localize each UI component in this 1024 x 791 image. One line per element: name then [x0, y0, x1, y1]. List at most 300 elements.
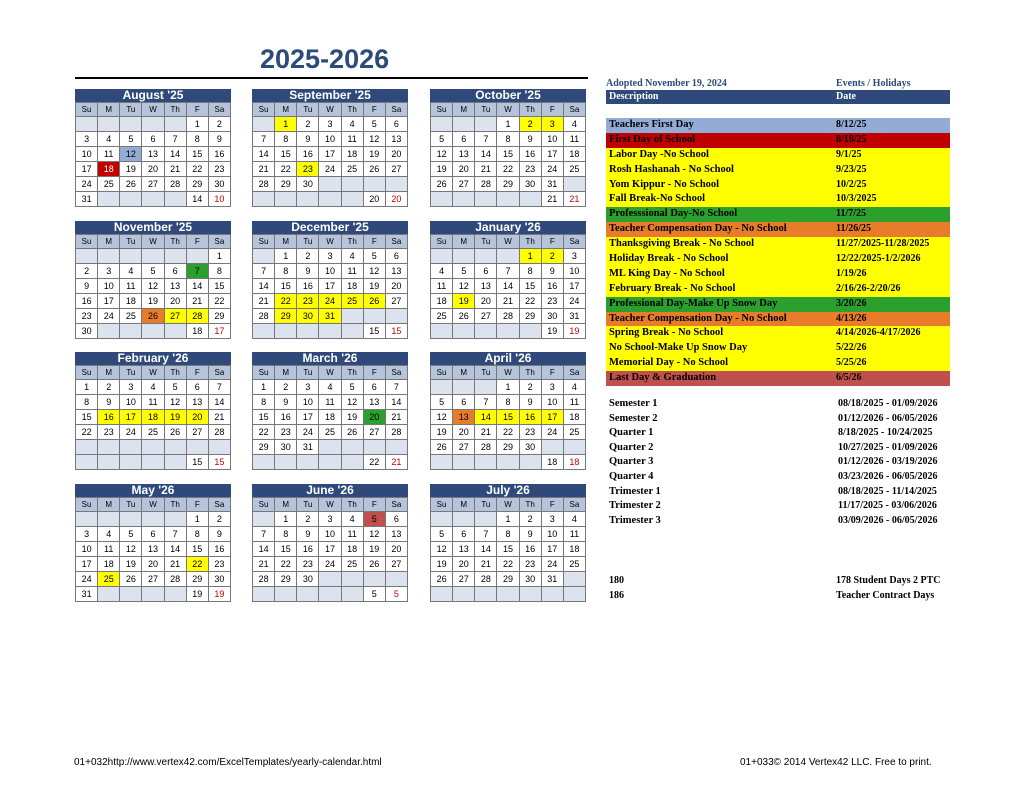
day-cell: 12 — [120, 542, 142, 557]
event-description: Professional Day-Make Up Snow Day — [609, 297, 778, 309]
weekday-label: F — [187, 498, 209, 512]
day-cell: 10 — [297, 395, 319, 410]
day-cell: 24 — [76, 572, 98, 587]
event-row — [606, 133, 950, 148]
day-cell: 3 — [319, 249, 341, 264]
day-cell: 3 — [98, 264, 120, 279]
day-cell: 29 — [275, 177, 297, 192]
day-cell: 18 — [98, 557, 120, 572]
empty-day — [520, 192, 542, 207]
day-cell: 24 — [542, 162, 564, 177]
day-cell: 12 — [431, 147, 453, 162]
weekday-label: F — [542, 235, 564, 249]
day-cell: 17 — [542, 410, 564, 425]
total-number: 180 — [609, 575, 624, 586]
day-cell: 30 — [297, 177, 319, 192]
term-dates: 8/18/2025 - 10/24/2025 — [838, 427, 933, 439]
weekday-label: Th — [342, 235, 364, 249]
empty-day — [319, 440, 341, 455]
weekday-label: Sa — [564, 103, 586, 117]
empty-day — [165, 455, 187, 470]
weekday-label: Su — [431, 498, 453, 512]
empty-day — [431, 380, 453, 395]
day-cell: 25 — [564, 162, 586, 177]
empty-day — [253, 455, 275, 470]
weekday-label: W — [142, 103, 164, 117]
day-cell: 5 — [342, 380, 364, 395]
empty-day — [142, 512, 164, 527]
event-description: Thanksgiving Break - No School — [609, 238, 755, 250]
month-title: April '26 — [430, 352, 586, 365]
day-cell: 14 — [475, 410, 497, 425]
month-title: January '26 — [430, 221, 586, 234]
day-cell: 16 — [297, 542, 319, 557]
day-cell: 15 — [275, 279, 297, 294]
term-dates: 01/12/2026 - 06/05/2026 — [838, 412, 938, 424]
empty-day — [275, 455, 297, 470]
day-cell: 7 — [187, 264, 209, 279]
term-row — [606, 426, 950, 441]
month-title: June '26 — [252, 484, 408, 497]
term-dates: 08/18/2025 - 01/09/2026 — [838, 398, 938, 409]
weekday-label: Sa — [386, 235, 408, 249]
day-cell: 13 — [364, 395, 386, 410]
event-description: ML King Day - No School — [609, 267, 725, 279]
day-cell: 13 — [453, 542, 475, 557]
empty-day — [76, 249, 98, 264]
empty-day — [275, 587, 297, 602]
empty-day — [520, 455, 542, 470]
weekday-label: Sa — [386, 498, 408, 512]
day-cell: 17 — [542, 542, 564, 557]
day-cell: 23 — [520, 557, 542, 572]
empty-day — [253, 324, 275, 339]
empty-day — [431, 117, 453, 132]
day-cell: 31 — [76, 587, 98, 602]
month-title: December '25 — [252, 221, 408, 234]
day-cell: 15 — [275, 147, 297, 162]
empty-day — [319, 587, 341, 602]
month-calendar — [75, 484, 231, 602]
event-date: 11/26/25 — [836, 223, 872, 235]
empty-day — [431, 249, 453, 264]
event-description: Rosh Hashanah - No School — [609, 163, 734, 175]
day-cell: 16 — [297, 147, 319, 162]
term-row — [606, 499, 950, 514]
events-header — [606, 90, 950, 104]
day-cell: 28 — [475, 177, 497, 192]
day-cell: 27 — [386, 294, 408, 309]
month-calendar — [430, 484, 586, 602]
day-cell: 17 — [297, 410, 319, 425]
day-cell: 6 — [165, 264, 187, 279]
day-cell: 26 — [431, 572, 453, 587]
day-cell: 7 — [165, 132, 187, 147]
day-cell: 20 — [475, 294, 497, 309]
empty-day — [475, 512, 497, 527]
event-row — [606, 267, 950, 282]
day-cell: 21 — [253, 162, 275, 177]
weekday-label: M — [98, 498, 120, 512]
day-cell: 25 — [98, 572, 120, 587]
weekday-label: M — [453, 498, 475, 512]
day-cell: 4 — [319, 380, 341, 395]
total-days: 19 — [542, 324, 564, 339]
weekday-label: M — [275, 366, 297, 380]
day-cell: 6 — [475, 264, 497, 279]
day-cell: 20 — [453, 557, 475, 572]
day-cell: 27 — [453, 177, 475, 192]
day-cell: 27 — [187, 425, 209, 440]
day-cell: 15 — [275, 542, 297, 557]
weekday-label: M — [275, 235, 297, 249]
day-cell: 26 — [120, 177, 142, 192]
empty-day — [453, 192, 475, 207]
day-cell: 27 — [386, 557, 408, 572]
day-cell: 6 — [142, 527, 164, 542]
weekday-label: Su — [253, 366, 275, 380]
empty-day — [165, 324, 187, 339]
weekday-label: F — [542, 366, 564, 380]
day-cell: 2 — [520, 380, 542, 395]
empty-day — [319, 192, 341, 207]
empty-day — [297, 455, 319, 470]
day-cell: 13 — [475, 279, 497, 294]
day-cell: 25 — [98, 177, 120, 192]
day-cell: 5 — [364, 117, 386, 132]
day-cell: 31 — [542, 177, 564, 192]
weekday-label: W — [319, 366, 341, 380]
total-label: Teacher Contract Days — [836, 590, 935, 601]
day-cell: 23 — [275, 425, 297, 440]
day-cell: 26 — [431, 440, 453, 455]
event-description: Teachers First Day — [609, 119, 694, 130]
day-cell: 26 — [364, 162, 386, 177]
day-cell: 17 — [319, 147, 341, 162]
day-cell: 22 — [497, 425, 519, 440]
weekday-label: Tu — [297, 366, 319, 380]
day-cell: 28 — [386, 425, 408, 440]
day-cell: 20 — [453, 425, 475, 440]
event-date: 1/19/26 — [836, 267, 867, 279]
event-date: 10/2/25 — [836, 178, 867, 190]
day-cell: 15 — [497, 410, 519, 425]
empty-day — [431, 324, 453, 339]
empty-day — [253, 192, 275, 207]
day-cell: 27 — [142, 572, 164, 587]
day-cell: 23 — [520, 162, 542, 177]
day-cell: 7 — [475, 395, 497, 410]
month-title: May '26 — [75, 484, 231, 497]
day-cell: 3 — [564, 249, 586, 264]
day-cell: 22 — [497, 557, 519, 572]
event-row — [606, 118, 950, 133]
weekday-label: Sa — [209, 235, 231, 249]
empty-day — [342, 309, 364, 324]
weekday-label: Th — [165, 103, 187, 117]
empty-day — [120, 324, 142, 339]
day-cell: 11 — [564, 395, 586, 410]
event-date: 8/18/25 — [836, 133, 867, 145]
day-cell: 15 — [253, 410, 275, 425]
day-cell: 19 — [453, 294, 475, 309]
day-cell: 22 — [187, 557, 209, 572]
day-cell: 10 — [542, 132, 564, 147]
day-cell: 2 — [76, 264, 98, 279]
day-cell: 13 — [453, 147, 475, 162]
event-row — [606, 297, 950, 312]
day-cell: 24 — [319, 162, 341, 177]
day-cell: 13 — [142, 147, 164, 162]
day-cell: 23 — [297, 162, 319, 177]
weekday-label: F — [187, 366, 209, 380]
day-cell: 12 — [431, 410, 453, 425]
weekday-label: W — [319, 103, 341, 117]
term-row — [606, 470, 950, 485]
day-cell: 9 — [297, 264, 319, 279]
month-calendar — [430, 89, 586, 207]
weekday-label: F — [187, 103, 209, 117]
weekday-label: Tu — [120, 366, 142, 380]
day-cell: 9 — [297, 527, 319, 542]
day-cell: 11 — [431, 279, 453, 294]
month-calendar — [252, 484, 408, 602]
event-description: February Break - No School — [609, 282, 736, 294]
empty-day — [319, 324, 341, 339]
day-cell: 3 — [120, 380, 142, 395]
day-cell: 20 — [386, 279, 408, 294]
empty-day — [364, 309, 386, 324]
weekday-label: F — [364, 498, 386, 512]
day-cell: 8 — [187, 132, 209, 147]
weekday-label: Tu — [475, 498, 497, 512]
day-cell: 22 — [275, 557, 297, 572]
day-cell: 20 — [142, 162, 164, 177]
empty-day — [564, 177, 586, 192]
day-cell: 23 — [297, 557, 319, 572]
day-cell: 14 — [187, 279, 209, 294]
day-cell: 24 — [319, 557, 341, 572]
empty-day — [187, 249, 209, 264]
empty-day — [98, 440, 120, 455]
day-cell: 19 — [142, 294, 164, 309]
day-cell: 1 — [275, 117, 297, 132]
day-cell: 8 — [275, 132, 297, 147]
event-row — [606, 341, 950, 356]
day-cell: 24 — [319, 294, 341, 309]
weekday-label: Tu — [120, 498, 142, 512]
empty-day — [497, 192, 519, 207]
day-cell: 26 — [120, 572, 142, 587]
day-cell: 23 — [297, 294, 319, 309]
day-cell: 1 — [275, 249, 297, 264]
day-cell: 5 — [142, 264, 164, 279]
empty-day — [564, 572, 586, 587]
day-cell: 7 — [253, 264, 275, 279]
day-cell: 4 — [431, 264, 453, 279]
day-cell: 24 — [120, 425, 142, 440]
empty-day — [475, 324, 497, 339]
day-cell: 19 — [364, 279, 386, 294]
event-date: 9/1/25 — [836, 148, 862, 160]
day-cell: 11 — [564, 132, 586, 147]
term-row — [606, 441, 950, 456]
day-cell: 24 — [564, 294, 586, 309]
empty-day — [386, 177, 408, 192]
day-cell: 15 — [209, 279, 231, 294]
event-row — [606, 148, 950, 163]
event-date: 12/22/2025-1/2/2026 — [836, 253, 921, 265]
empty-day — [98, 192, 120, 207]
empty-day — [142, 117, 164, 132]
empty-day — [453, 512, 475, 527]
day-cell: 30 — [297, 309, 319, 324]
day-cell: 31 — [297, 440, 319, 455]
day-cell: 21 — [497, 294, 519, 309]
day-cell: 27 — [142, 177, 164, 192]
day-cell: 16 — [98, 410, 120, 425]
day-cell: 8 — [520, 264, 542, 279]
day-cell: 22 — [253, 425, 275, 440]
empty-day — [364, 177, 386, 192]
event-row — [606, 192, 950, 207]
day-cell: 16 — [520, 410, 542, 425]
weekday-label: Tu — [475, 103, 497, 117]
event-row — [606, 326, 950, 341]
month-title: November '25 — [75, 221, 231, 234]
day-cell: 30 — [297, 572, 319, 587]
empty-day — [342, 177, 364, 192]
event-row — [606, 237, 950, 252]
weekday-label: Tu — [475, 366, 497, 380]
empty-day — [120, 512, 142, 527]
empty-day — [253, 117, 275, 132]
day-cell: 10 — [319, 527, 341, 542]
day-cell: 12 — [431, 542, 453, 557]
day-cell: 8 — [76, 395, 98, 410]
empty-day — [98, 324, 120, 339]
empty-day — [187, 440, 209, 455]
empty-day — [142, 192, 164, 207]
day-cell: 4 — [564, 512, 586, 527]
weekday-label: Su — [253, 498, 275, 512]
day-cell: 30 — [520, 572, 542, 587]
day-cell: 25 — [564, 425, 586, 440]
term-row — [606, 485, 950, 500]
weekday-label: M — [98, 103, 120, 117]
title-divider — [75, 77, 588, 79]
day-cell: 30 — [76, 324, 98, 339]
empty-day — [275, 192, 297, 207]
empty-day — [453, 324, 475, 339]
day-cell: 18 — [564, 542, 586, 557]
empty-day — [76, 117, 98, 132]
day-cell: 20 — [142, 557, 164, 572]
day-cell: 2 — [520, 117, 542, 132]
total-days: 20 — [364, 192, 386, 207]
day-cell: 9 — [297, 132, 319, 147]
day-cell: 9 — [209, 527, 231, 542]
empty-day — [319, 455, 341, 470]
day-cell: 17 — [120, 410, 142, 425]
weekday-label: Tu — [297, 498, 319, 512]
day-cell: 21 — [386, 410, 408, 425]
day-cell: 10 — [76, 542, 98, 557]
empty-day — [520, 324, 542, 339]
total-days: 21 — [564, 192, 586, 207]
day-cell: 3 — [76, 527, 98, 542]
weekday-label: W — [319, 235, 341, 249]
term-row — [606, 455, 950, 470]
day-cell: 12 — [453, 279, 475, 294]
day-cell: 19 — [431, 162, 453, 177]
empty-day — [342, 324, 364, 339]
day-cell: 31 — [542, 572, 564, 587]
total-days: 14 — [187, 192, 209, 207]
day-cell: 9 — [520, 132, 542, 147]
day-cell: 30 — [209, 177, 231, 192]
day-cell: 13 — [165, 279, 187, 294]
day-cell: 12 — [364, 264, 386, 279]
day-cell: 19 — [364, 542, 386, 557]
day-cell: 4 — [342, 117, 364, 132]
day-cell: 22 — [187, 162, 209, 177]
weekday-label: Sa — [564, 366, 586, 380]
total-days: 18 — [564, 455, 586, 470]
empty-day — [564, 440, 586, 455]
day-cell: 21 — [253, 557, 275, 572]
day-cell: 1 — [253, 380, 275, 395]
day-cell: 5 — [453, 264, 475, 279]
event-row — [606, 163, 950, 178]
empty-day — [120, 117, 142, 132]
day-cell: 20 — [165, 294, 187, 309]
total-days: 5 — [364, 587, 386, 602]
day-cell: 14 — [209, 395, 231, 410]
day-cell: 14 — [475, 542, 497, 557]
day-cell: 27 — [475, 309, 497, 324]
weekday-label: Sa — [564, 498, 586, 512]
day-cell: 8 — [497, 132, 519, 147]
day-cell: 7 — [253, 527, 275, 542]
weekday-label: W — [497, 498, 519, 512]
event-description: Spring Break - No School — [609, 327, 724, 339]
day-cell: 30 — [209, 572, 231, 587]
weekday-label: M — [275, 498, 297, 512]
total-days: 21 — [542, 192, 564, 207]
day-cell: 16 — [209, 147, 231, 162]
term-name: Trimester 3 — [609, 514, 661, 526]
day-cell: 11 — [564, 527, 586, 542]
empty-day — [275, 324, 297, 339]
day-cell: 14 — [165, 542, 187, 557]
empty-day — [165, 192, 187, 207]
day-cell: 7 — [165, 527, 187, 542]
event-date: 6/5/26 — [836, 372, 862, 384]
empty-day — [76, 455, 98, 470]
day-cell: 28 — [497, 309, 519, 324]
term-dates: 03/23/2026 - 06/05/2026 — [838, 470, 938, 482]
total-days: 21 — [386, 455, 408, 470]
day-cell: 22 — [520, 294, 542, 309]
day-cell: 10 — [120, 395, 142, 410]
month-title: August '25 — [75, 89, 231, 102]
day-cell: 28 — [253, 572, 275, 587]
day-cell: 15 — [497, 542, 519, 557]
weekday-label: F — [187, 235, 209, 249]
term-name: Quarter 3 — [609, 456, 654, 468]
day-cell: 26 — [342, 425, 364, 440]
